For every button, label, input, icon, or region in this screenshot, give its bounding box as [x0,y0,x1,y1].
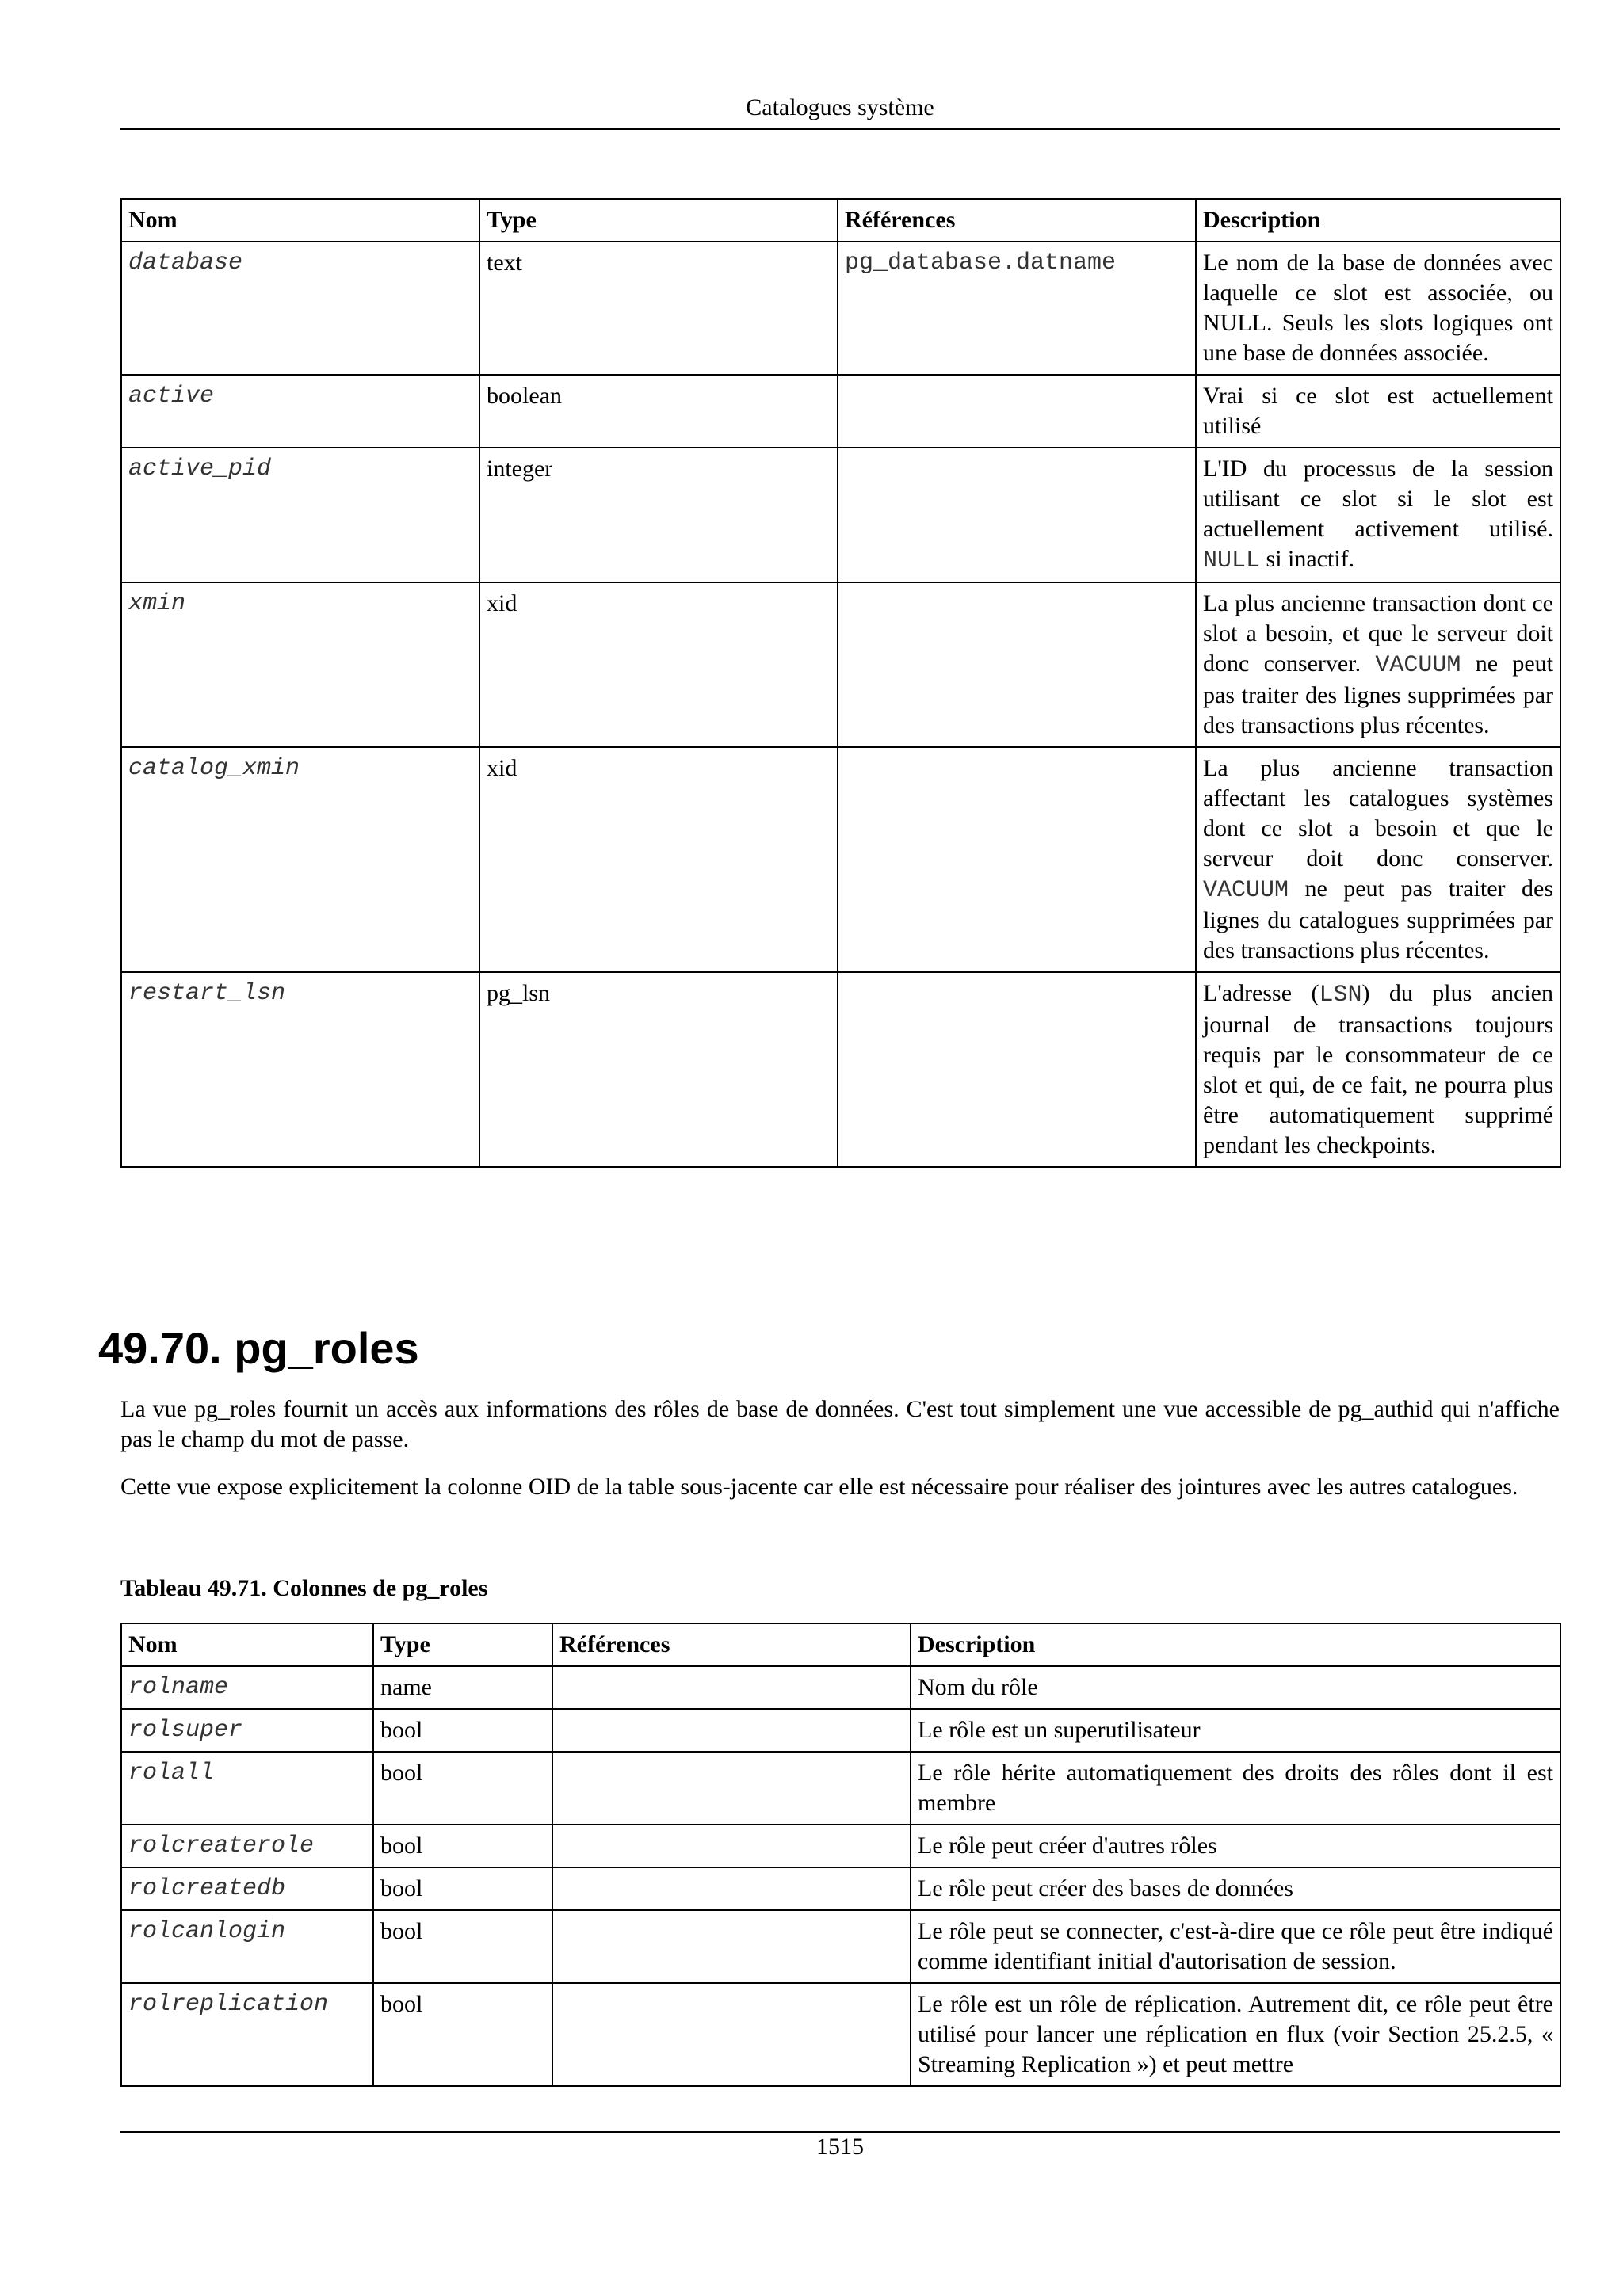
description-text: ) du plus ancien journal de transactions toujours requis par le consommateur de ce slot et qui, de ce fait, ne pourra plus être automatiquement supprimé pendant les checkpoints. [1203,980,1553,1158]
table-header-row [121,1623,1560,1666]
inline-code: NULL [1203,547,1261,574]
description-text: Vrai si ce slot est actuellement utilisé [1203,383,1553,439]
column-references-cell [838,448,1196,582]
description-text: si inactif. [1260,546,1355,572]
column-name-cell: xmin [121,582,479,747]
column-header-name: Nom [121,1623,373,1666]
description-text: Le rôle est un superutilisateur [918,1717,1201,1743]
table-body [121,1666,1560,2086]
table-row [121,747,1560,972]
column-description-cell [1196,242,1560,375]
column-type-cell: bool [373,1825,552,1867]
description-text: ne peut pas traiter des lignes supprimées par des transactions plus récentes. [1203,650,1554,738]
column-description-cell [911,1752,1560,1825]
column-type-cell: integer [479,448,838,582]
column-name-cell: rolname [121,1666,373,1709]
column-name-cell: catalog_xmin [121,747,479,972]
table-row [121,1983,1560,2086]
column-name-cell: rolreplication [121,1983,373,2086]
column-name-cell: rolsuper [121,1709,373,1752]
description-text: L'adresse ( [1203,980,1319,1006]
column-header-description: Description [1196,199,1560,242]
column-type-cell: bool [373,1709,552,1752]
description-text: Le rôle peut se connecter, c'est-à-dire que ce rôle peut être indiqué comme identifiant initial d'autorisation de session. [918,1918,1553,1974]
description-text: L'ID du processus de la session utilisant ce slot si le slot est actuellement activement utilisé. [1203,456,1553,542]
column-type-cell: bool [373,1910,552,1983]
description-text: Nom du rôle [918,1674,1038,1700]
column-type-cell: bool [373,1752,552,1825]
column-type-cell: bool [373,1867,552,1910]
column-header-type: Type [373,1623,552,1666]
page-number: 1515 [816,2134,864,2160]
column-references-cell [552,1910,911,1983]
oid-paragraph: Cette vue expose explicitement la colonne OID de la table sous-jacente car elle est nécessaire pour réaliser des jointures avec les autres catalogues. [120,1474,1518,1500]
column-description-cell [911,1709,1560,1752]
inline-code: LSN [1319,982,1362,1009]
table-row [121,1752,1560,1825]
column-header-type: Type [479,199,838,242]
table-row [121,1867,1560,1910]
slots-columns-table [120,198,1561,1168]
column-type-cell: name [373,1666,552,1709]
description-text: ne peut pas traiter des lignes du catalogues supprimées par des transactions plus récentes. [1203,875,1553,963]
column-name-cell: rolcreatedb [121,1867,373,1910]
column-name-cell: rolall [121,1752,373,1825]
column-header-name: Nom [121,199,479,242]
column-header-references: Références [552,1623,911,1666]
table-row [121,972,1560,1167]
column-references-cell: pg_database.datname [838,242,1196,375]
column-references-cell [838,972,1196,1167]
column-description-cell [911,1910,1560,1983]
column-type-cell: text [479,242,838,375]
description-text: Le rôle peut créer d'autres rôles [918,1833,1217,1859]
column-type-cell: bool [373,1983,552,2086]
table-row [121,1666,1560,1709]
section-title: 49.70. pg_roles [98,1323,419,1373]
column-description-cell [1196,747,1560,972]
column-header-references: Références [838,199,1196,242]
column-references-cell [552,1709,911,1752]
table-row [121,375,1560,448]
inline-code: VACUUM [1375,652,1461,679]
description-text: Le rôle est un rôle de réplication. Autrement dit, ce rôle peut être utilisé pour lancer une réplication en flux (voir Section 25.2.5, « Streaming Replication ») et peut mettre [918,1991,1553,2077]
column-type-cell: boolean [479,375,838,448]
table-header-row [121,199,1560,242]
column-references-cell [552,1983,911,2086]
table-row [121,242,1560,375]
column-type-cell: xid [479,582,838,747]
description-text: La plus ancienne transaction dont ce slot a besoin, et que le serveur doit donc conserver. [1203,590,1553,677]
column-description-cell [911,1666,1560,1709]
column-name-cell: rolcanlogin [121,1910,373,1983]
table-row [121,1709,1560,1752]
table-caption: Tableau 49.71. Colonnes de pg_roles [120,1575,488,1601]
column-references-cell [552,1752,911,1825]
header-rule [120,128,1560,130]
column-references-cell [838,375,1196,448]
pg-roles-columns-table [120,1623,1561,2087]
column-references-cell [552,1666,911,1709]
column-type-cell: pg_lsn [479,972,838,1167]
intro-paragraph: La vue pg_roles fournit un accès aux informations des rôles de base de données. C'est tout simplement une vue accessible de pg_authid qui n'affiche pas le champ du mot de passe. [120,1396,1560,1452]
column-name-cell: database [121,242,479,375]
table-row [121,1825,1560,1867]
description-text: Le nom de la base de données avec laquelle ce slot est associée, ou NULL. Seuls les slots logiques ont une base de données associée. [1203,250,1553,366]
page-header: Catalogues système [746,94,934,120]
table-row [121,582,1560,747]
description-text: La plus ancienne transaction affectant les catalogues systèmes dont ce slot a besoin et que le serveur doit donc conserver. [1203,755,1553,871]
column-references-cell [552,1825,911,1867]
column-name-cell: restart_lsn [121,972,479,1167]
column-type-cell: xid [479,747,838,972]
table-row [121,1910,1560,1983]
inline-code: VACUUM [1203,877,1289,904]
column-description-cell [1196,375,1560,448]
column-references-cell [838,582,1196,747]
column-references-cell [838,747,1196,972]
column-header-description: Description [911,1623,1560,1666]
column-references-cell [552,1867,911,1910]
column-name-cell: rolcreaterole [121,1825,373,1867]
column-name-cell: active [121,375,479,448]
column-description-cell [1196,582,1560,747]
description-text: Le rôle hérite automatiquement des droits des rôles dont il est membre [918,1760,1553,1816]
column-description-cell [911,1983,1560,2086]
table-row [121,448,1560,582]
column-name-cell: active_pid [121,448,479,582]
column-description-cell [911,1867,1560,1910]
table-body [121,242,1560,1167]
column-description-cell [1196,972,1560,1167]
description-text: Le rôle peut créer des bases de données [918,1875,1293,1901]
column-description-cell [1196,448,1560,582]
column-description-cell [911,1825,1560,1867]
